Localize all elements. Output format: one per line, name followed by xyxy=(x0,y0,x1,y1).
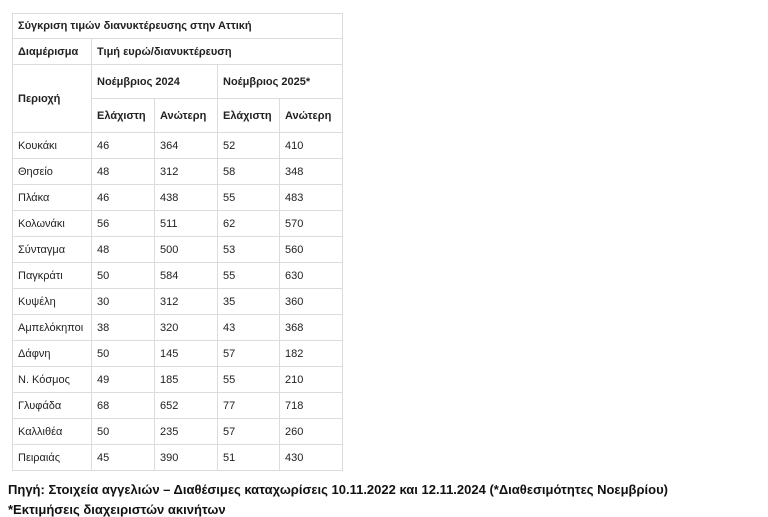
period-2024-header: Νοέμβριος 2024 xyxy=(92,65,218,99)
max-2024-cell: 652 xyxy=(155,393,218,419)
min-2025-cell: 62 xyxy=(218,211,280,237)
min-2025-cell: 57 xyxy=(218,419,280,445)
max-2024-cell: 235 xyxy=(155,419,218,445)
area-cell: Σύνταγμα xyxy=(13,237,92,263)
min-2025-cell: 51 xyxy=(218,445,280,471)
min-2025-cell: 43 xyxy=(218,315,280,341)
table-row xyxy=(13,263,343,289)
area-header: Περιοχή xyxy=(13,65,92,133)
max-2025-header: Ανώτερη xyxy=(280,99,343,133)
table-title: Σύγκριση τιμών διανυκτέρευσης στην Αττική xyxy=(13,14,343,39)
min-2025-header: Ελάχιστη xyxy=(218,99,280,133)
area-cell: Δάφνη xyxy=(13,341,92,367)
area-cell: Ν. Κόσμος xyxy=(13,367,92,393)
max-2025-cell: 210 xyxy=(280,367,343,393)
area-cell: Κυψέλη xyxy=(13,289,92,315)
area-cell: Κουκάκι xyxy=(13,133,92,159)
area-cell: Γλυφάδα xyxy=(13,393,92,419)
max-2025-cell: 630 xyxy=(280,263,343,289)
max-2024-cell: 438 xyxy=(155,185,218,211)
min-2024-cell: 50 xyxy=(92,263,155,289)
table-row xyxy=(13,341,343,367)
min-2025-cell: 53 xyxy=(218,237,280,263)
min-2024-cell: 48 xyxy=(92,237,155,263)
source-note: Πηγή: Στοιχεία αγγελιών – Διαθέσιμες καταχωρίσεις 10.11.2022 και 12.11.2024 (*Διαθεσιμότητες Νοεμβρίου) xyxy=(8,482,668,497)
max-2024-cell: 500 xyxy=(155,237,218,263)
period-2025-header: Νοέμβριος 2025* xyxy=(218,65,343,99)
table-row xyxy=(13,133,343,159)
max-2025-cell: 718 xyxy=(280,393,343,419)
max-2025-cell: 570 xyxy=(280,211,343,237)
min-2025-cell: 55 xyxy=(218,367,280,393)
area-cell: Καλλιθέα xyxy=(13,419,92,445)
min-2025-cell: 58 xyxy=(218,159,280,185)
max-2025-cell: 483 xyxy=(280,185,343,211)
max-2024-header: Ανώτερη xyxy=(155,99,218,133)
max-2024-cell: 511 xyxy=(155,211,218,237)
min-2024-cell: 30 xyxy=(92,289,155,315)
min-2024-header: Ελάχιστη xyxy=(92,99,155,133)
price-header: Τιμή ευρώ/διανυκτέρευση xyxy=(92,39,343,65)
area-cell: Παγκράτι xyxy=(13,263,92,289)
max-2025-cell: 368 xyxy=(280,315,343,341)
max-2025-cell: 182 xyxy=(280,341,343,367)
estimate-note: *Εκτιμήσεις διαχειριστών ακινήτων xyxy=(8,502,226,517)
area-cell: Κολωνάκι xyxy=(13,211,92,237)
max-2025-cell: 410 xyxy=(280,133,343,159)
table-row xyxy=(13,159,343,185)
max-2024-cell: 312 xyxy=(155,159,218,185)
min-2024-cell: 68 xyxy=(92,393,155,419)
max-2024-cell: 185 xyxy=(155,367,218,393)
table-row xyxy=(13,237,343,263)
price-comparison-table xyxy=(12,13,343,471)
max-2024-cell: 364 xyxy=(155,133,218,159)
min-2024-cell: 46 xyxy=(92,185,155,211)
max-2024-cell: 320 xyxy=(155,315,218,341)
min-2024-cell: 50 xyxy=(92,419,155,445)
min-2024-cell: 45 xyxy=(92,445,155,471)
area-cell: Αμπελόκηποι xyxy=(13,315,92,341)
max-2024-cell: 145 xyxy=(155,341,218,367)
max-2024-cell: 390 xyxy=(155,445,218,471)
min-2025-cell: 77 xyxy=(218,393,280,419)
table-row xyxy=(13,367,343,393)
max-2025-cell: 360 xyxy=(280,289,343,315)
max-2024-cell: 312 xyxy=(155,289,218,315)
min-2025-cell: 55 xyxy=(218,185,280,211)
min-2024-cell: 46 xyxy=(92,133,155,159)
type-header: Διαμέρισμα xyxy=(13,39,92,65)
table-row xyxy=(13,445,343,471)
table-row xyxy=(13,211,343,237)
area-cell: Θησείο xyxy=(13,159,92,185)
min-2024-cell: 49 xyxy=(92,367,155,393)
table-row xyxy=(13,289,343,315)
max-2024-cell: 584 xyxy=(155,263,218,289)
min-2024-cell: 38 xyxy=(92,315,155,341)
max-2025-cell: 348 xyxy=(280,159,343,185)
max-2025-cell: 430 xyxy=(280,445,343,471)
area-cell: Πλάκα xyxy=(13,185,92,211)
table-row xyxy=(13,185,343,211)
max-2025-cell: 260 xyxy=(280,419,343,445)
min-2025-cell: 57 xyxy=(218,341,280,367)
min-2025-cell: 55 xyxy=(218,263,280,289)
min-2025-cell: 52 xyxy=(218,133,280,159)
min-2025-cell: 35 xyxy=(218,289,280,315)
area-cell: Πειραιάς xyxy=(13,445,92,471)
min-2024-cell: 50 xyxy=(92,341,155,367)
min-2024-cell: 56 xyxy=(92,211,155,237)
table-row xyxy=(13,393,343,419)
max-2025-cell: 560 xyxy=(280,237,343,263)
table-body xyxy=(13,133,343,471)
table-row xyxy=(13,419,343,445)
min-2024-cell: 48 xyxy=(92,159,155,185)
table-row xyxy=(13,315,343,341)
